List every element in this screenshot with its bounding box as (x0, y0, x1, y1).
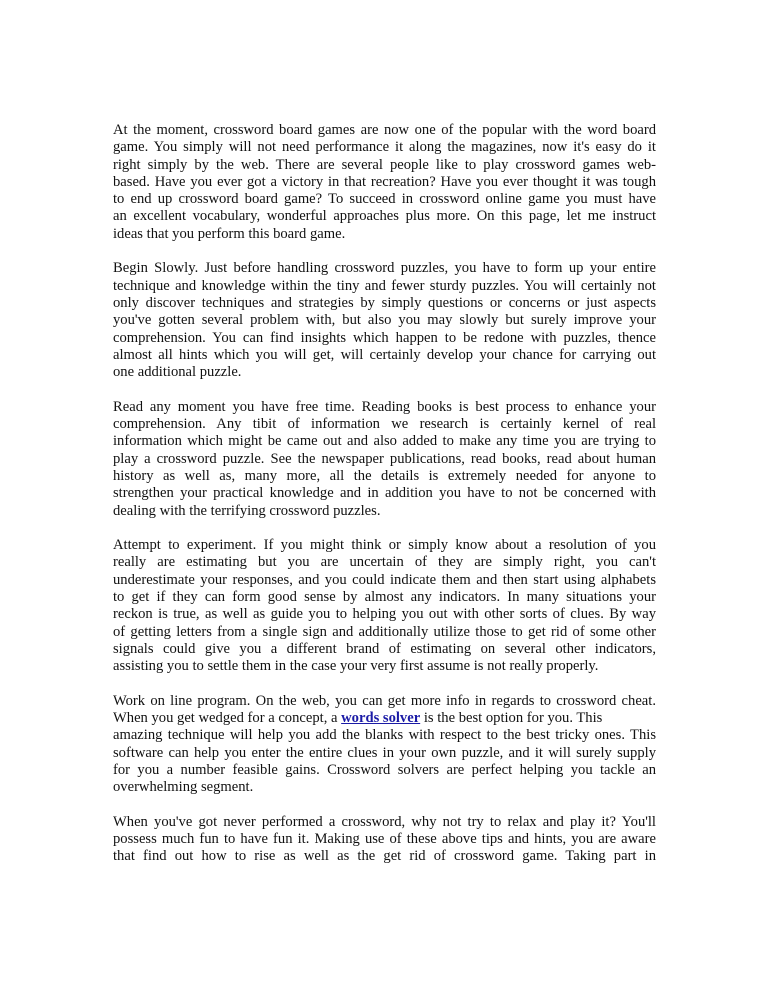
text-line: right simply by the web. There are several people like to play crossword games web- (113, 156, 656, 173)
text-line: comprehension. Any tibit of information we research is certainly kernel of real (113, 416, 656, 433)
text-line: only discover techniques and strategies by simply questions or concerns or just aspects (113, 294, 656, 311)
paragraph (113, 537, 656, 675)
text-line: almost all hints which you will get, will certainly develop your chance for carrying out (113, 346, 656, 363)
text-line: an excellent vocabulary, wonderful approaches plus more. On this page, let me instruct (113, 208, 656, 225)
text-line: assisting you to settle them in the case your very first assume is not really properly. (113, 658, 599, 675)
text-line: When you've got never performed a crossword, why not try to relax and play it? You'll (113, 813, 656, 830)
text-line: overwhelming segment. (113, 779, 254, 796)
text-line: Begin Slowly. Just before handling crossword puzzles, you have to form up your entire (113, 260, 656, 277)
text-line: software can help you enter the entire clues in your own puzzle, and it will surely supply (113, 744, 656, 761)
text-line: technique and knowledge within the tiny and fewer sturdy puzzles. You will certainly not (113, 277, 656, 294)
text-line: history as well as, many more, all the details is extremely needed for anyone to (113, 467, 656, 484)
paragraph (113, 693, 656, 797)
text-line: reckon is true, as well as guide you to helping you out with other sorts of clues. By way (113, 606, 656, 623)
text-line: underestimate your responses, and you could indicate them and then start using alphabets (113, 571, 656, 588)
text-segment: is the best option for you. This (420, 710, 603, 727)
paragraph (113, 260, 656, 381)
text-line: for you a number feasible gains. Crossword solvers are perfect helping you tackle an (113, 761, 656, 778)
text-line: based. Have you ever got a victory in that recreation? Have you ever thought it was tough (113, 173, 656, 190)
paragraph (113, 122, 656, 243)
text-segment: When you get wedged for a concept, a (113, 710, 342, 727)
text-line: At the moment, crossword board games are now one of the popular with the word board (113, 122, 656, 138)
text-line: one additional puzzle. (113, 364, 242, 381)
text-line: information which might be came out and also added to make any time you are trying to (113, 433, 656, 450)
text-line: possess much fun to have fun it. Making use of these above tips and hints, you are aware (113, 831, 656, 848)
text-line: Read any moment you have free time. Reading books is best process to enhance your (113, 398, 656, 415)
paragraph (113, 399, 656, 520)
text-line: comprehension. You can find insights which happen to be redone with puzzles, thence (113, 329, 656, 346)
text-line: to get if they can form good sense by almost any indicators. In many situations your (113, 589, 656, 606)
text-line: Attempt to experiment. If you might think or simply know about a resolution of you (113, 537, 656, 554)
text-line: to end up crossword board game? To succeed in crossword online game you must have (113, 191, 656, 208)
text-line: game. You simply will not need performance it along the magazines, now it's easy do it (113, 139, 656, 156)
text-line: signals could give you a different brand of estimating on several other indicators, (113, 640, 656, 657)
text-line (113, 710, 656, 727)
words-solver-link[interactable]: words solver (341, 710, 421, 727)
text-line: dealing with the terrifying crossword puzzles. (113, 502, 381, 519)
text-line: strengthen your practical knowledge and in addition you have to not be concerned with (113, 485, 656, 502)
text-line: that find out how to rise as well as the get rid of crossword game. Taking part in (113, 848, 656, 865)
paragraph (113, 814, 656, 866)
text-line: of getting letters from a single sign and additionally utilize those to get rid of some other (113, 623, 656, 640)
text-line: amazing technique will help you add the blanks with respect to the best tricky ones. This (113, 727, 656, 744)
text-line: play a crossword puzzle. See the newspaper publications, read books, read about human (113, 450, 656, 467)
text-line: ideas that you perform this board game. (113, 225, 346, 242)
text-line: Work on line program. On the web, you can get more info in regards to crossword cheat. (113, 692, 656, 709)
document-page (113, 122, 656, 883)
text-line: really are estimating but you are uncertain of they are simply right, you can't (113, 554, 656, 571)
text-line: you've gotten several problem with, but also you may slowly but surely improve your (113, 312, 656, 329)
